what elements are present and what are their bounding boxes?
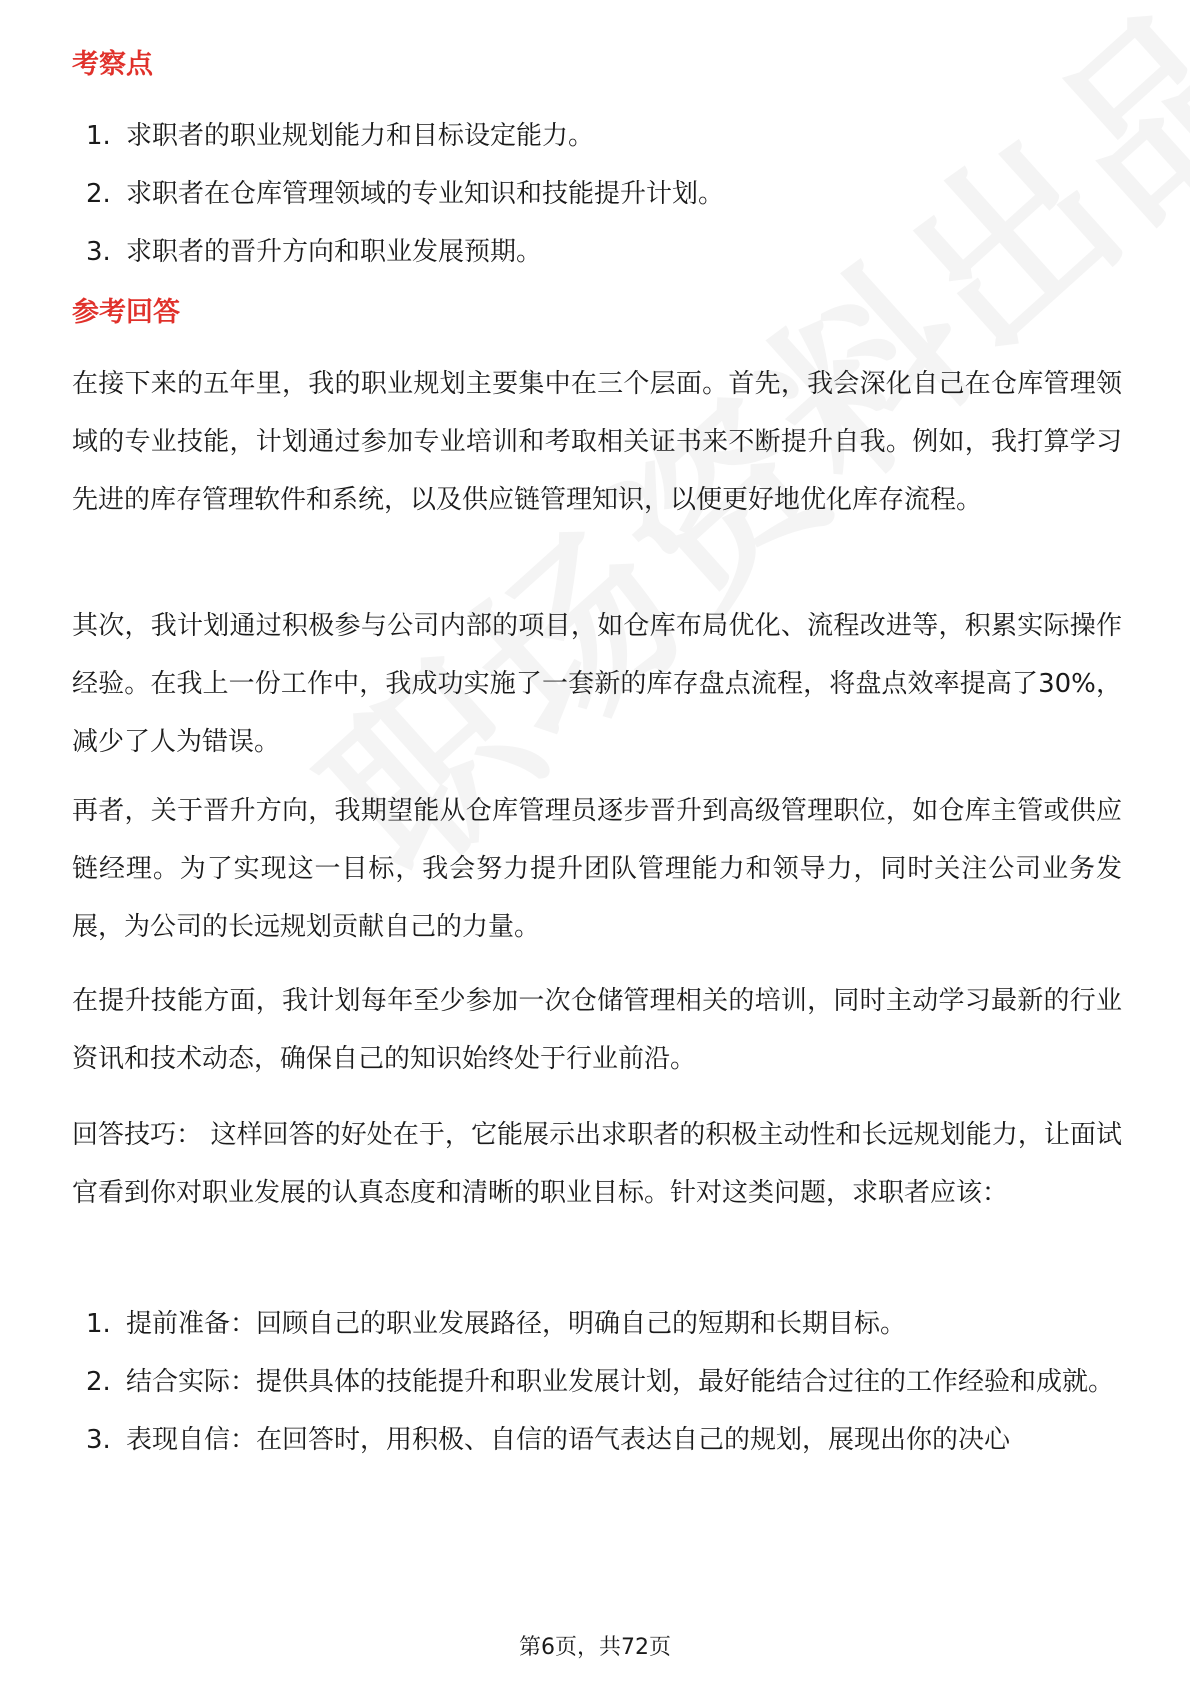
list-number: 1. (86, 1309, 111, 1339)
answer-paragraph-3: 再者，关于晋升方向，我期望能从仓库管理员逐步晋升到高级管理职位，如仓库主管或供应链经理。为了实现这一目标，我会努力提升团队管理能力和领导力，同时关注公司业务发展，为公司的长远规划贡献自己的力量。 (72, 796, 1122, 942)
answer-paragraph-1: 在接下来的五年里，我的职业规划主要集中在三个层面。首先，我会深化自己在仓库管理领域的专业技能，计划通过参加专业培训和考取相关证书来不断提升自我。例如，我打算学习先进的库存管理软件和系统，以及供应链管理知识，以便更好地优化库存流程。 (72, 369, 1122, 515)
answer-paragraph-2: 其次，我计划通过积极参与公司内部的项目，如仓库布局优化、流程改进等，积累实际操作经验。在我上一份工作中，我成功实施了一套新的库存盘点流程，将盘点效率提高了30%，减少了人为错误。 (72, 611, 1122, 757)
section-title-reference-answer: 参考回答 (72, 297, 180, 328)
list-number: 2. (86, 179, 111, 209)
list-text: 求职者的职业规划能力和目标设定能力。 (126, 121, 595, 151)
answer-tips-paragraph: 回答技巧： 这样回答的好处在于，它能展示出求职者的积极主动性和长远规划能力，让面试官看到你对职业发展的认真态度和清晰的职业目标。针对这类问题，求职者应该： (72, 1120, 1122, 1208)
list-item (72, 107, 1122, 165)
list-item (72, 165, 1122, 223)
list-item (72, 1353, 1122, 1411)
list-text: 结合实际：提供具体的技能提升和职业发展计划，最好能结合过往的工作经验和成就。 (126, 1367, 1115, 1397)
list-item (72, 223, 1122, 281)
list-number: 3. (86, 237, 111, 267)
tips-list (72, 1295, 1122, 1469)
section-title-exam-points: 考察点 (72, 49, 153, 80)
list-text: 提前准备：回顾自己的职业发展路径，明确自己的短期和长期目标。 (126, 1309, 907, 1339)
list-item (72, 1295, 1122, 1353)
list-item (72, 1411, 1122, 1469)
list-text: 求职者在仓库管理领域的专业知识和技能提升计划。 (126, 179, 725, 209)
page-number: 第6页，共72页 (519, 1635, 671, 1660)
list-text: 表现自信：在回答时，用积极、自信的语气表达自己的规划，展现出你的决心 (126, 1425, 1011, 1455)
list-number: 2. (86, 1367, 111, 1397)
exam-points-list (72, 107, 1122, 281)
list-text: 求职者的晋升方向和职业发展预期。 (126, 237, 543, 267)
answer-paragraph-4: 在提升技能方面，我计划每年至少参加一次仓储管理相关的培训，同时主动学习最新的行业资讯和技术动态，确保自己的知识始终处于行业前沿。 (72, 986, 1122, 1074)
list-number: 1. (86, 121, 111, 151)
list-number: 3. (86, 1425, 111, 1455)
